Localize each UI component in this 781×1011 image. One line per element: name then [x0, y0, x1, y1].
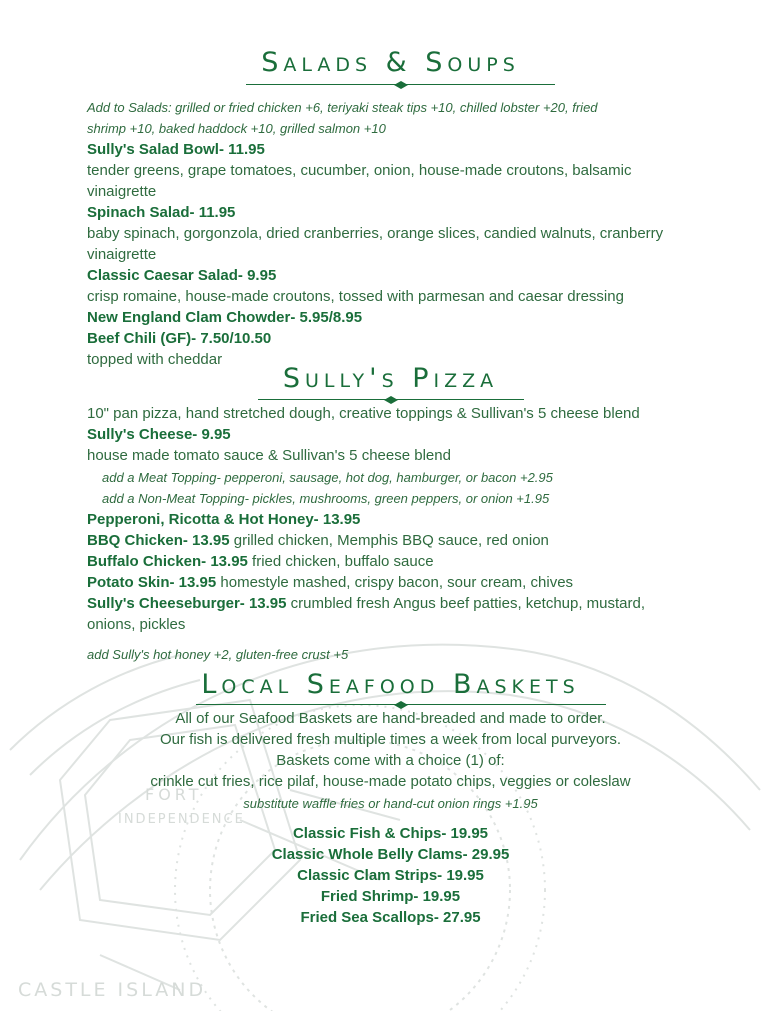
- seafood-intro-line-3: Baskets come with a choice (1) of:: [276, 752, 505, 769]
- section-divider: [246, 81, 555, 89]
- map-label-independence: INDEPENDENCE: [118, 812, 245, 827]
- menu-item-sullys-cheeseburger: [87, 593, 645, 614]
- menu-item-potato-skin: [87, 572, 573, 593]
- menu-item-beef-chili: Beef Chili (GF)- 7.50/10.50: [87, 330, 272, 347]
- menu-item-clam-strips: Classic Clam Strips- 19.95: [297, 867, 484, 884]
- menu-item-description: vinaigrette: [87, 246, 157, 263]
- salad-add-ons-line-2: shrimp +10, baked haddock +10, grilled salmon +10: [87, 121, 386, 136]
- menu-item-description: onions, pickles: [87, 616, 186, 633]
- section-title-salads-soups: Salads & Soups: [261, 47, 520, 78]
- item-description: homestyle mashed, crispy bacon, sour cream, chives: [216, 574, 574, 591]
- pizza-intro: 10" pan pizza, hand stretched dough, creative toppings & Sullivan's 5 cheese blend: [87, 405, 640, 422]
- menu-item-whole-belly-clams: Classic Whole Belly Clams- 29.95: [271, 846, 510, 863]
- menu-item-fish-chips: Classic Fish & Chips- 19.95: [292, 825, 489, 842]
- salad-add-ons-line-1: Add to Salads: grilled or fried chicken +6, teriyaki steak tips +10, chilled lobster +20, fried: [87, 100, 598, 115]
- item-description: grilled chicken, Memphis BBQ sauce, red onion: [229, 532, 549, 549]
- menu-item-fried-sea-scallops: Fried Sea Scallops- 27.95: [300, 909, 481, 926]
- menu-item-description: vinaigrette: [87, 183, 157, 200]
- menu-item-clam-chowder: New England Clam Chowder- 5.95/8.95: [87, 309, 363, 326]
- menu-item-description: crisp romaine, house-made croutons, tossed with parmesan and caesar dressing: [87, 288, 624, 305]
- menu-item-bbq-chicken: [87, 530, 549, 551]
- menu-item-description: tender greens, grape tomatoes, cucumber, onion, house-made croutons, balsamic: [87, 162, 632, 179]
- menu-item-description: house made tomato sauce & Sullivan's 5 cheese blend: [87, 447, 451, 464]
- seafood-intro-line-1: All of our Seafood Baskets are hand-breaded and made to order.: [175, 710, 606, 727]
- menu-item-spinach-salad: Spinach Salad- 11.95: [87, 204, 236, 221]
- menu-item-fried-shrimp: Fried Shrimp- 19.95: [320, 888, 461, 905]
- menu-item-classic-caesar-salad: Classic Caesar Salad- 9.95: [87, 267, 277, 284]
- item-name: Potato Skin- 13.95: [87, 574, 217, 591]
- item-name: BBQ Chicken- 13.95: [87, 532, 230, 549]
- menu-item-description: baby spinach, gorgonzola, dried cranberries, orange slices, candied walnuts, cranberry: [87, 225, 664, 242]
- item-description: crumbled fresh Angus beef patties, ketchup, mustard,: [286, 595, 646, 612]
- item-name: Sully's Cheeseburger- 13.95: [87, 595, 287, 612]
- menu-item-sullys-salad-bowl: Sully's Salad Bowl- 11.95: [87, 141, 265, 158]
- menu-item-pepperoni-ricotta: Pepperoni, Ricotta & Hot Honey- 13.95: [87, 511, 361, 528]
- section-title-seafood-baskets: Local Seafood Baskets: [201, 669, 580, 700]
- map-label-castle-island: CASTLE ISLAND: [18, 979, 207, 1001]
- menu-item-description: topped with cheddar: [87, 351, 223, 368]
- section-title-pizza: Sully's Pizza: [282, 363, 499, 394]
- menu-item-sullys-cheese: Sully's Cheese- 9.95: [87, 426, 231, 443]
- seafood-intro-line-2: Our fish is delivered fresh multiple times a week from local purveyors.: [159, 731, 621, 748]
- menu-item-buffalo-chicken: [87, 551, 434, 572]
- map-label-fort: FORT: [145, 785, 203, 804]
- seafood-sides: crinkle cut fries, rice pilaf, house-made potato chips, veggies or coleslaw: [150, 773, 631, 790]
- item-description: fried chicken, buffalo sauce: [247, 553, 434, 570]
- item-name: Buffalo Chicken- 13.95: [87, 553, 248, 570]
- seafood-substitute: substitute waffle fries or hand-cut onion rings +1.95: [243, 796, 538, 811]
- diamond-ornament-icon: [394, 81, 408, 89]
- pizza-meat-topping-add: add a Meat Topping- pepperoni, sausage, hot dog, hamburger, or bacon +2.95: [102, 470, 553, 485]
- pizza-non-meat-topping-add: add a Non-Meat Topping- pickles, mushrooms, green peppers, or onion +1.95: [102, 491, 550, 506]
- pizza-add-ons: add Sully's hot honey +2, gluten-free crust +5: [87, 647, 349, 662]
